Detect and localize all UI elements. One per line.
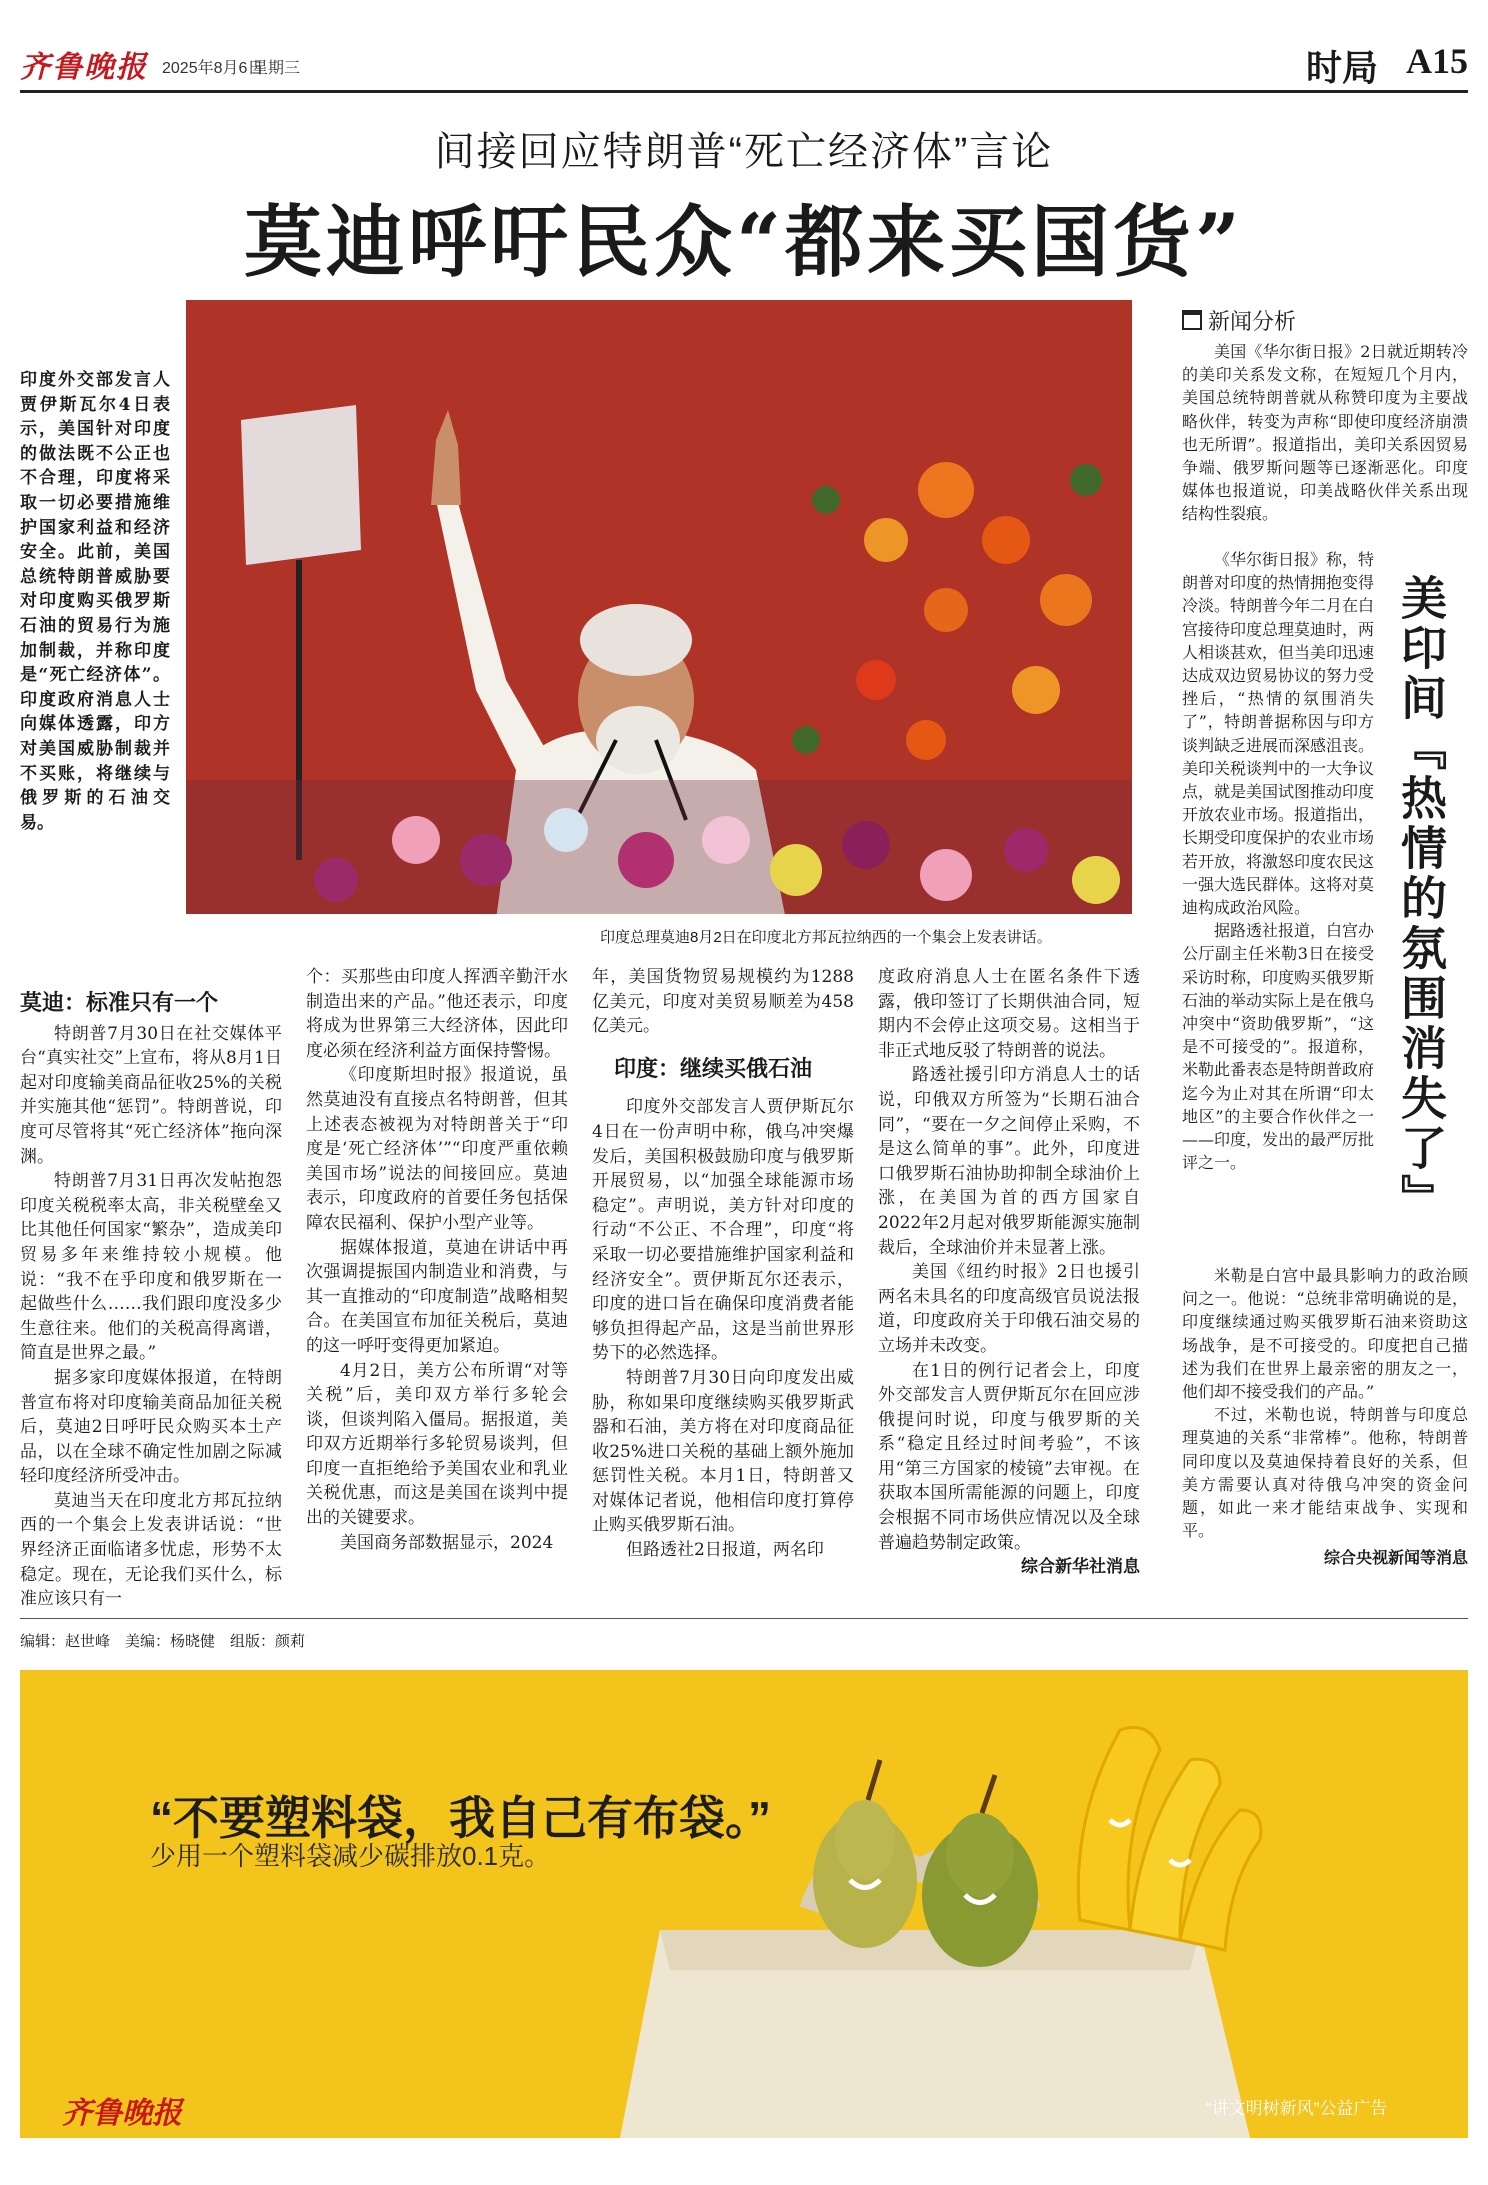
sidebar-credit: 综合央视新闻等消息 xyxy=(1323,1548,1468,1568)
sidebar-paragraph-top xyxy=(1182,340,1468,526)
article-credit: 综合新华社消息 xyxy=(1021,1557,1140,1578)
paragraph: 美国《华尔街日报》2日就近期转冷的美印关系发文称，在短短几个月内，美国总统特朗普就从称赞印度为主要战略伙伴，转变为声称“即使印度经济崩溃也无所谓”。报道指出，美印关系因贸易争端、俄罗斯问题等已逐渐恶化。印度媒体也报道说，印美战略伙伴关系出现结构性裂痕。 xyxy=(1182,342,1468,524)
paragraph: 印度外交部发言人贾伊斯瓦尔4日在一份声明中称，俄乌冲突爆发后，美国积极鼓励印度与俄罗斯开展贸易，以“加强全球能源市场稳定”。声明说，美方针对印度的行动“不公正、不合理”，印度“将采取一切必要措施维护国家利益和经济安全”。贾伊斯瓦尔还表示，印度的进口旨在确保印度消费者能够负担得起产品，这是当前世界形势下的必然选择。 xyxy=(592,1097,854,1364)
paragraph: 据媒体报道，莫迪在讲话中再次强调提振国内制造业和消费，与其一直推动的“印度制造”战略相契合。在美国宣布加征关税后，莫迪的这一呼吁变得更加紧迫。 xyxy=(306,1237,568,1356)
paragraph: 年，美国货物贸易规模约为1288亿美元，印度对美贸易顺差为458亿美元。 xyxy=(592,967,854,1037)
ad-illustration xyxy=(20,1670,1468,2138)
news-analysis-label xyxy=(1182,305,1296,336)
paragraph: 据多家印度媒体报道，在特朗普宣布将对印度输美商品加征关税后，莫迪2日呼吁民众购买本土产品，以在全球不确定性加剧之际减轻印度经济所受冲击。 xyxy=(20,1367,282,1487)
article-column-4 xyxy=(878,965,1140,1580)
newspaper-logo: 齐鲁晚报 xyxy=(20,50,148,85)
paragraph: 4月2日，美方公布所谓“对等关税”后，美印双方举行多轮会谈，但谈判陷入僵局。据报道，美印双方近期举行多轮贸易谈判，但印度一直拒绝给予美国农业和乳业关税优惠，而这是美国在谈判中提出的关键要求。 xyxy=(306,1360,568,1529)
editor-credits: 编辑：赵世峰 美编：杨晓健 组版：颜莉 xyxy=(20,1633,306,1650)
header-rule xyxy=(20,90,1468,93)
article-headline: 莫迪呼吁民众“都来买国货” xyxy=(244,197,1244,288)
page-number: A15 xyxy=(1406,41,1468,81)
paragraph: 特朗普7月30日在社交媒体平台“真实社交”上宣布，将从8月1日起对印度输美商品征收25%的关税并实施其他“惩罚”。特朗普说，印度可尽管将其“死亡经济体”拖向深渊。 xyxy=(20,1023,282,1167)
paragraph: 但路透社2日报道，两名印 xyxy=(626,1540,824,1561)
article-subhead: 间接回应特朗普“死亡经济体”言论 xyxy=(434,130,1054,174)
ad-newspaper-logo: 齐鲁晚报 xyxy=(62,2096,182,2131)
ad-subline: 少用一个塑料袋减少碳排放0.1克。 xyxy=(150,1841,551,1871)
ad-slogan: “不要塑料袋，我自己有布袋。” xyxy=(150,1792,771,1844)
paragraph: 美国商务部数据显示，2024 xyxy=(340,1532,554,1553)
section-name: 时局 xyxy=(1305,47,1378,89)
paragraph: 莫迪当天在印度北方邦瓦拉纳西的一个集会上发表讲话说：“世界经济正面临诸多忧虑，形势不太稳定。现在，无论我们买什么，标准应该只有一 xyxy=(20,1490,282,1610)
news-analysis-text: 新闻分析 xyxy=(1208,309,1297,334)
news-analysis-icon xyxy=(1182,310,1202,330)
sidebar-paragraph-narrow xyxy=(1182,548,1374,1174)
paragraph: 《印度斯坦时报》报道说，虽然莫迪没有直接点名特朗普，但其上述表态被视为对特朗普关于“印度是‘死亡经济体’”“印度严重依赖美国市场”说法的间接回应。莫迪表示，印度政府的首要任务包括保障农民福利、保护小型产业等。 xyxy=(306,1065,568,1233)
paragraph: 不过，米勒也说，特朗普与印度总理莫迪的关系“非常棒”。他称，特朗普同印度以及莫迪保持着良好的关系，但美方需要认真对待俄乌冲突的资金问题，如此一来才能结束战争、实现和平。 xyxy=(1182,1405,1468,1541)
paragraph: 路透社援引印方消息人士的话说，印俄双方所签为“长期石油合同”，“要在一夕之间停止采购，不是这么简单的事”。此外，印度进口俄罗斯石油协助抑制全球油价上涨，在美国为首的西方国家自2022年2月起对俄罗斯能源实施制裁后，全球油价并未显著上涨。 xyxy=(878,1065,1140,1258)
column-subheading: 莫迪：标准只有一个 xyxy=(20,990,219,1016)
paragraph: 特朗普7月30日向印度发出威胁，称如果印度继续购买俄罗斯武器和石油，美方将在对印度商品征收25%进口关税的基础上额外施加惩罚性关税。本月1日，特朗普又对媒体记者说，他相信印度打算停止购买俄罗斯石油。 xyxy=(592,1367,854,1536)
footer-rule xyxy=(20,1618,1468,1619)
photo-illustration xyxy=(186,300,1132,914)
article-lede: 印度外交部发言人贾伊斯瓦尔4日表示，美国针对印度的做法既不公正也不合理，印度将采取一切必要措施维护国家利益和经济安全。此前，美国总统特朗普威胁要对印度购买俄罗斯石油的贸易行为施加制裁，并称印度是“死亡经济体”。印度政府消息人士向媒体透露，印方对美国威胁制裁并不买账，将继续与俄罗斯的石油交易。 xyxy=(20,370,170,833)
issue-weekday: 星期三 xyxy=(252,60,301,77)
paragraph: 个：买那些由印度人挥洒辛勤汗水制造出来的产品。”他还表示，印度将成为世界第三大经济体，因此印度必须在经济利益方面保持警惕。 xyxy=(306,967,568,1061)
photo-caption: 印度总理莫迪8月2日在印度北方邦瓦拉纳西的一个集会上发表讲话。 xyxy=(600,929,1052,946)
paragraph: 《华尔街日报》称，特朗普对印度的热情拥抱变得冷淡。特朗普今年二月在白宫接待印度总理莫迪时，两人相谈甚欢，但当美印迅速达成双边贸易协议的努力受挫后，“热情的氛围消失了”，特朗普据称因与印方谈判缺乏进展而深感沮丧。美印关税谈判中的一大争议点，就是美国试图推动印度开放农业市场。报道指出，长期受印度保护的农业市场若开放，将激怒印度农民这一强大选民群体。这将对莫迪构成政治风险。 xyxy=(1182,550,1375,918)
article-column-3 xyxy=(592,965,854,1563)
paragraph: 据路透社报道，白宫办公厅副主任米勒3日在接受采访时称，印度购买俄罗斯石油的举动实际上是在俄乌冲突中“资助俄罗斯”，“这是不可接受的”。报道称，米勒此番表态是特朗普政府迄今为止对其在所谓“印太地区”的主要合作伙伴之一——印度，发出的最严厉批评之一。 xyxy=(1182,921,1375,1173)
paragraph: 特朗普7月31日再次发帖抱怨印度关税税率太高，非关税壁垒又比其他任何国家“繁杂”，造成美印贸易多年来维持较小规模。他说：“我不在乎印度和俄罗斯在一起做些什么……我们跟印度没多少生意往来。他们的关税高得离谱，简直是世界之最。” xyxy=(20,1171,282,1364)
column-subheading: 印度：继续买俄石油 xyxy=(614,1055,813,1082)
sidebar-vertical-title: 美印间『热情的氛围消失了』 xyxy=(1394,574,1448,1224)
public-service-ad xyxy=(20,1670,1468,2138)
paragraph: 美国《纽约时报》2日也援引两名未具名的印度高级官员说法报道，印度政府关于印俄石油交易的立场并未改变。 xyxy=(878,1262,1140,1356)
paragraph: 米勒是白宫中最具影响力的政治顾问之一。他说：“总统非常明确说的是，印度继续通过购买俄罗斯石油来资助这场战争，是不可接受的。印度把自己描述为我们在世界上最亲密的朋友之一，他们却不接受我们的产品。” xyxy=(1182,1266,1468,1402)
news-photo xyxy=(186,300,1132,914)
sidebar-paragraph-wide xyxy=(1182,1264,1468,1570)
paragraph: 度政府消息人士在匿名条件下透露，俄印签订了长期供油合同，短期内不会停止这项交易。这相当于非正式地反驳了特朗普的说法。 xyxy=(878,967,1140,1061)
article-column-1 xyxy=(20,985,282,1612)
article-column-2 xyxy=(306,965,568,1555)
paragraph: 在1日的例行记者会上，印度外交部发言人贾伊斯瓦尔在回应涉俄提问时说，印度与俄罗斯的关系“稳定且经过时间考验”，不该用“第三方国家的棱镜”去审视。在获取本国所需能源的问题上，印度会根据不同市场供应情况以及全球普遍趋势制定政策。 xyxy=(878,1360,1140,1553)
issue-date: 2025年8月6日 xyxy=(162,60,264,77)
ad-campaign-tag: “讲文明树新风”公益广告 xyxy=(1206,2099,1388,2118)
